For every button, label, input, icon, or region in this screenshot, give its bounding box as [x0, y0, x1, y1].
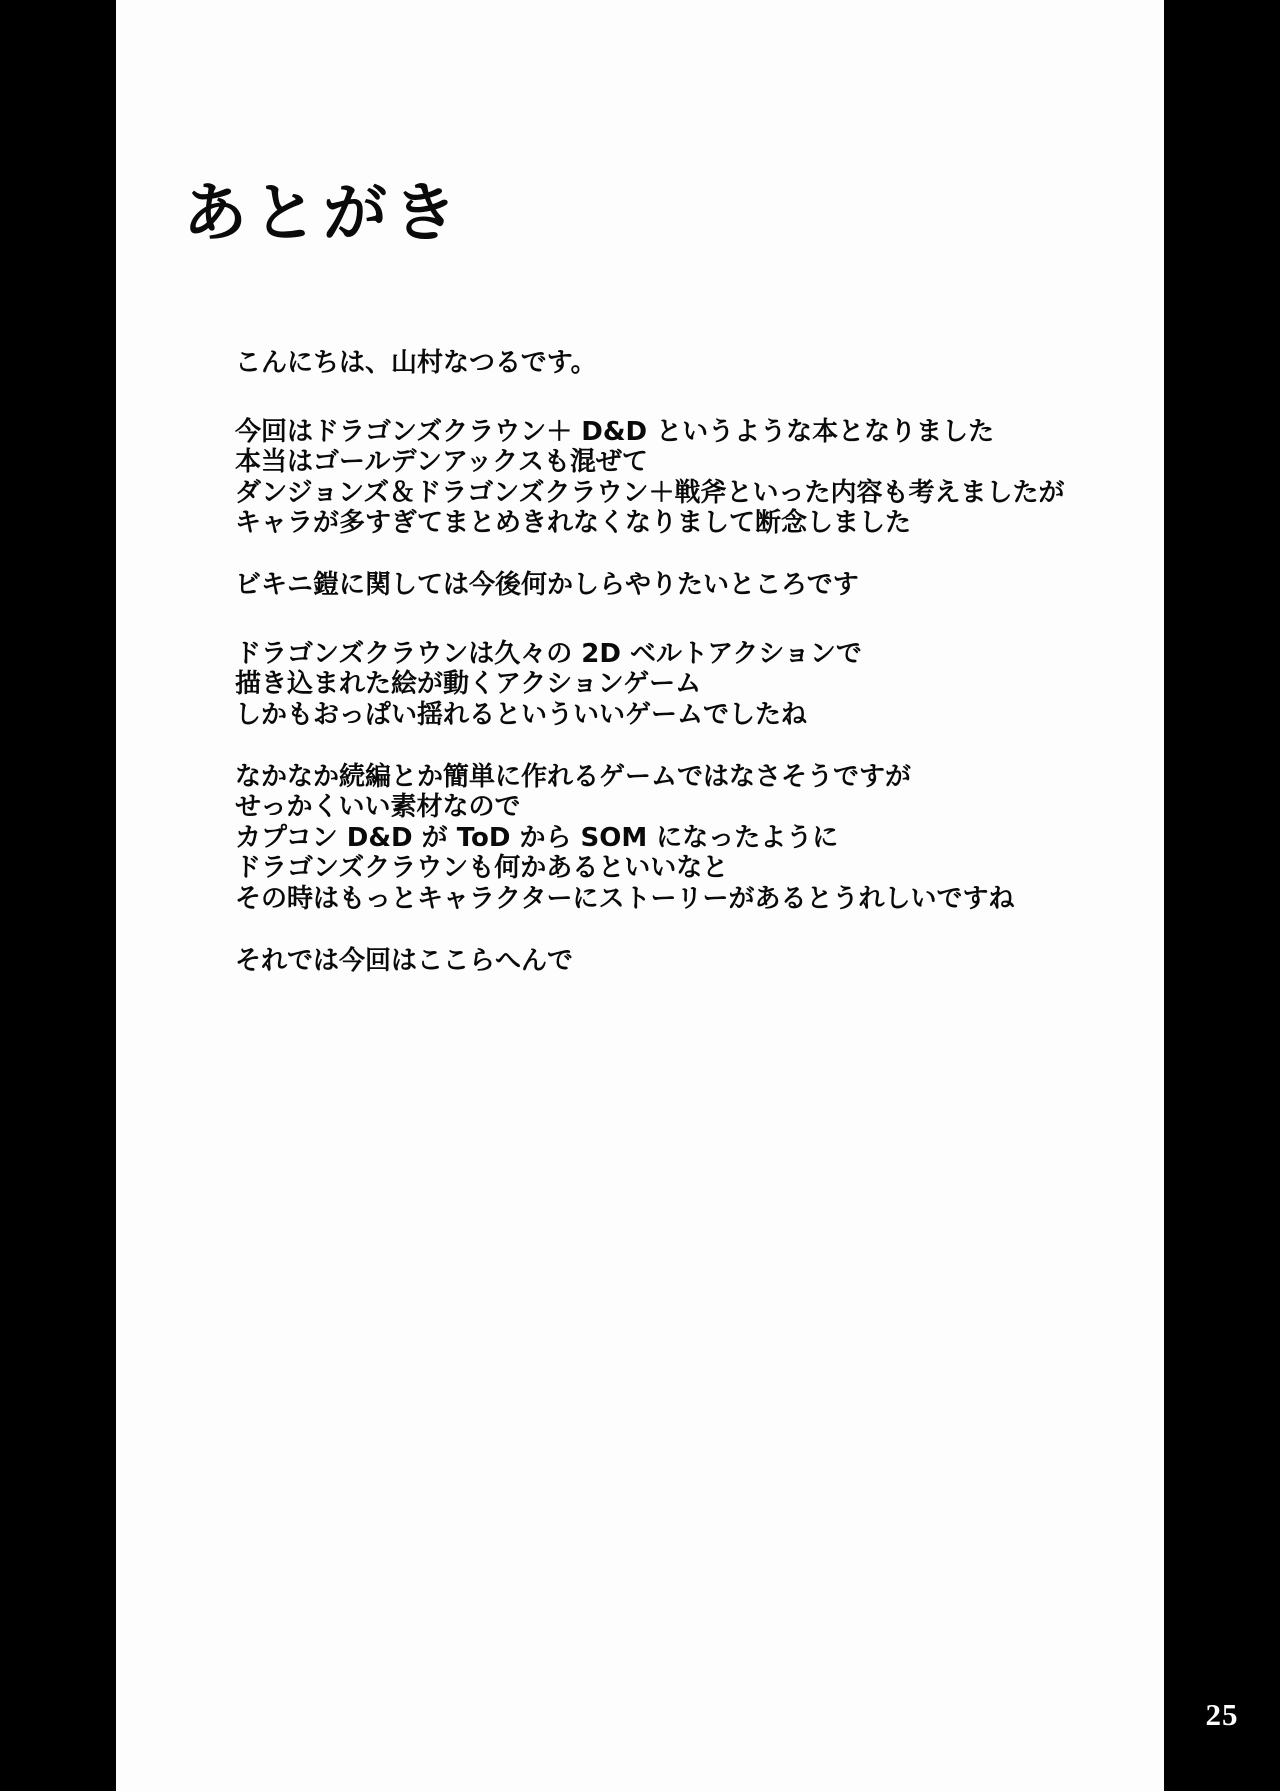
page-number: 25 — [1205, 1697, 1239, 1732]
text-line: せっかくいい素材なので — [235, 792, 521, 822]
paragraph — [235, 348, 1155, 379]
text-line: キャラが多すぎてまとめきれなくなりまして断念しました — [235, 508, 912, 538]
text-line: ビキニ鎧に関しては今後何かしらやりたいところです — [235, 570, 859, 600]
text-line: しかもおっぱい揺れるといういいゲームでしたね — [235, 699, 808, 730]
left-margin-band — [0, 0, 116, 1791]
paragraph — [235, 570, 1155, 601]
text-line: それでは今回はここらへんで — [235, 945, 574, 976]
text-line: その時はもっとキャラクターにストーリーがあるとうれしいですね — [235, 883, 1015, 914]
paragraph — [235, 639, 1155, 731]
page-title: あとがき — [183, 176, 463, 251]
right-margin-band — [1164, 0, 1280, 1791]
paragraph — [235, 417, 1155, 539]
paragraph — [235, 946, 1155, 977]
text-line: 今回はドラゴンズクラウン＋ D&D というような本となりました — [235, 416, 995, 447]
afterword-text — [235, 348, 1155, 1008]
paragraph — [235, 762, 1155, 915]
text-line: ドラゴンズクラウンも何かあるといいなと — [235, 853, 729, 883]
text-line: ダンジョンズ＆ドラゴンズクラウン＋戦斧といった内容も考えましたが — [235, 477, 1065, 508]
text-line: カプコン D&D が ToD から SOM になったように — [235, 822, 839, 853]
text-line: ドラゴンズクラウンは久々の 2D ベルトアクションで — [235, 638, 862, 669]
text-line: こんにちは、山村なつるです。 — [235, 348, 597, 378]
text-line: なかなか続編とか簡単に作れるゲームではなさそうですが — [235, 761, 912, 792]
text-line: 描き込まれた絵が動くアクションゲーム — [235, 669, 702, 699]
text-line: 本当はゴールデンアックスも混ぜて — [235, 447, 648, 477]
